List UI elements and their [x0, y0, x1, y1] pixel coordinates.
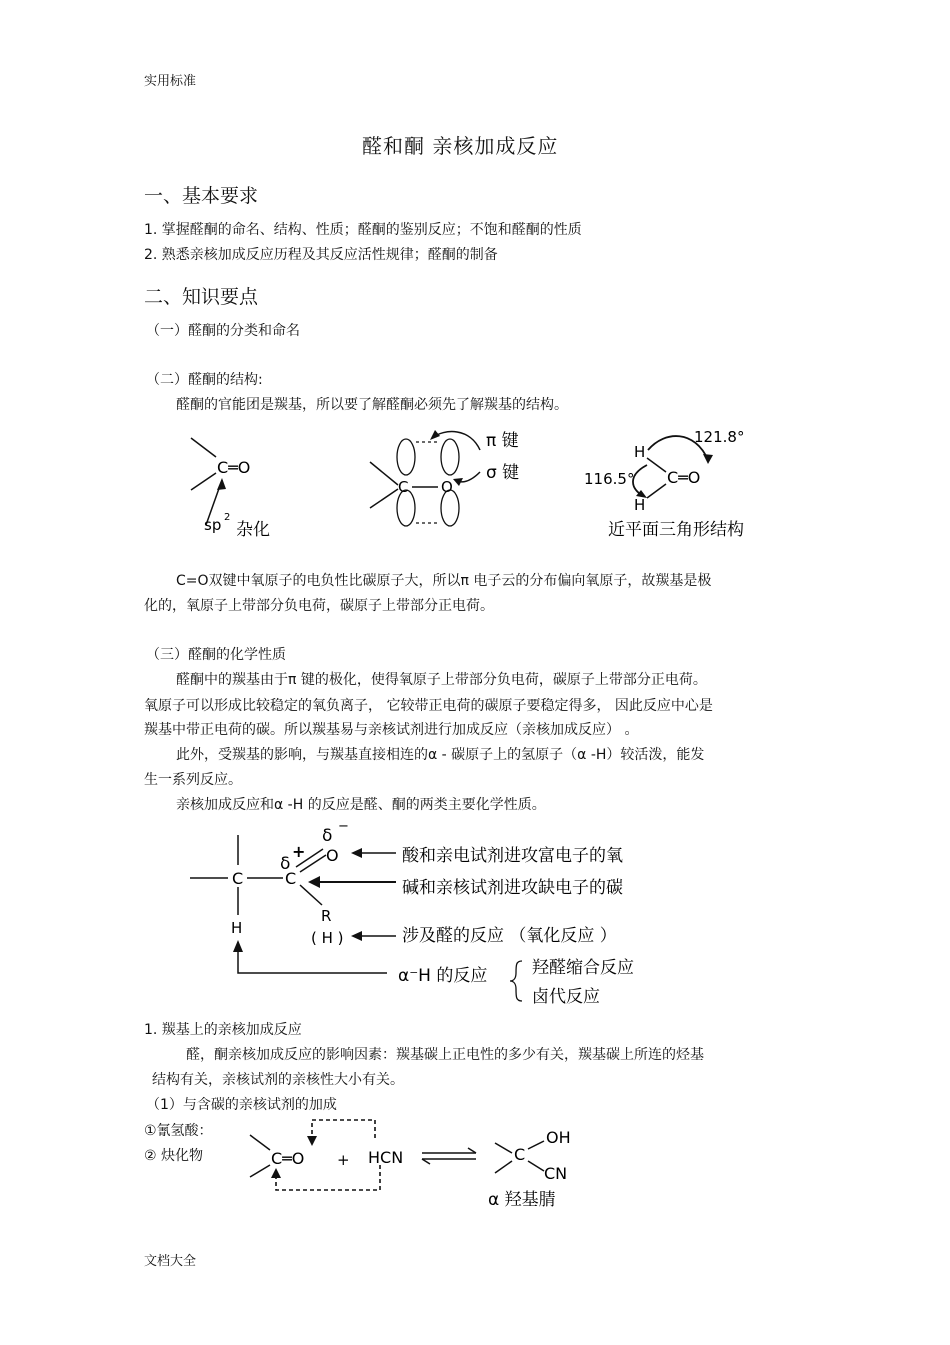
paragraph-line: C=O双键中氧原子的电负性比碳原子大，所以π 电子云的分布偏向氧原子，故羰基是极 — [176, 573, 712, 589]
bond-line — [647, 458, 666, 472]
bond-line — [528, 1161, 544, 1171]
alpha-carbon: C — [232, 869, 244, 888]
carbonyl-structure-figure — [170, 420, 790, 550]
site-label: 碱和亲核试剂进攻缺电子的碳 — [402, 878, 623, 898]
alpha-arrow — [238, 947, 387, 973]
brace — [510, 961, 522, 1001]
paragraph-line: 此外，受羰基的影响，与羰基直接相连的α - 碳原子上的氢原子（α -H）较活泼，能发 — [176, 747, 705, 763]
oxygen-atom: O — [441, 478, 453, 496]
bond-line — [495, 1161, 512, 1173]
site-label: 酸和亲电试剂进攻富电子的氧 — [402, 846, 623, 866]
paragraph-line: 氧原子可以形成比较稳定的氧负离子， 它较带正电荷的碳原子要稳定得多， 因此反应中心是 — [144, 698, 713, 714]
alpha-h: H — [231, 919, 243, 937]
hcn-text: HCN — [368, 1148, 404, 1167]
carbon-atom: C — [398, 478, 409, 496]
alpha-h-label: α⁻H 的反应 — [398, 966, 488, 986]
sigma-bond-label: σ 键 — [486, 463, 520, 483]
cyano-text: CN — [544, 1164, 568, 1183]
site-label: 涉及醛的反应 （氧化反应 ） — [402, 926, 617, 946]
section-1-heading: 一、基本要求 — [144, 185, 259, 207]
section-nucleophilic: 1. 羰基上的亲核加成反应 — [144, 1022, 302, 1038]
bond-line — [250, 1165, 270, 1177]
paragraph-line: 醛酮中的羰基由于π 键的极化，使得氧原子上带部分负电荷，碳原子上带部分正电荷。 — [176, 672, 707, 688]
page-footer: 文档大全 — [144, 1254, 197, 1269]
pi-arrow — [432, 432, 480, 450]
co-text: C═O — [667, 468, 701, 487]
plus-sign: + — [337, 1151, 350, 1169]
p-orbital — [441, 439, 459, 475]
structure-intro: 醛酮的官能团是羰基，所以要了解醛酮必须先了解羰基的结构。 — [176, 397, 568, 413]
sp-text: sp — [204, 516, 222, 534]
arrow-head — [307, 1136, 317, 1146]
h-atom: H — [634, 496, 646, 514]
subsection-structure: （二）醛酮的结构: — [146, 372, 263, 388]
branch-label: 卤代反应 — [532, 987, 600, 1007]
paragraph-line: 醛，酮亲核加成反应的影响因素：羰基碳上正电性的多少有关，羰基碳上所连的烃基 — [186, 1047, 704, 1063]
section-2-heading: 二、知识要点 — [144, 286, 259, 308]
carbonyl-text: C═O — [217, 458, 251, 477]
attack-arrow — [312, 1120, 375, 1140]
planar-label: 近平面三角形结构 — [608, 520, 744, 540]
arrow-head — [430, 430, 440, 440]
bond-line — [647, 484, 666, 498]
branch-label: 羟醛缩合反应 — [532, 958, 634, 978]
paragraph-line: 生一系列反应。 — [144, 772, 242, 788]
list-item: 2. 熟悉亲核加成反应历程及其反应活性规律；醛酮的制备 — [144, 247, 498, 263]
list-item: ② 炔化物 — [144, 1148, 204, 1164]
bond-line — [250, 1135, 270, 1150]
page-title: 醛和酮 亲核加成反应 — [362, 134, 559, 158]
bond-line — [370, 489, 398, 508]
product-label: α 羟基腈 — [488, 1190, 556, 1210]
r-group: R — [321, 907, 332, 925]
arrow-head — [308, 876, 320, 888]
carbonyl-text: C═O — [271, 1149, 305, 1168]
paragraph-line: 结构有关，亲核试剂的亲核性大小有关。 — [152, 1072, 404, 1088]
subsection-naming: （一）醛酮的分类和命名 — [146, 323, 300, 339]
bond-line — [528, 1141, 544, 1149]
h-atom: H — [634, 443, 646, 461]
subsection-carbon-nucleophile: （1）与含碳的亲核试剂的加成 — [146, 1097, 337, 1113]
page-header: 实用标准 — [144, 74, 197, 89]
carbon-atom: C — [514, 1145, 526, 1164]
arrow-head — [217, 478, 226, 490]
arrow-head — [351, 931, 362, 941]
delta-minus: δ — [322, 826, 333, 846]
reactive-sites-figure — [180, 815, 680, 1015]
attack-arrow — [276, 1165, 380, 1190]
arrow-head — [271, 1168, 281, 1178]
bond-line — [370, 462, 398, 485]
p-orbital — [397, 439, 415, 475]
carbonyl-carbon: C — [285, 869, 297, 888]
list-item: ①氰氢酸： — [144, 1123, 213, 1139]
subsection-chemistry: （三）醛酮的化学性质 — [146, 647, 286, 663]
bond-line — [191, 473, 216, 490]
bond-line — [300, 885, 322, 905]
paragraph-line: 羰基中带正电荷的碳。所以羰基易与亲核试剂进行加成反应（亲核加成反应） 。 — [144, 722, 639, 738]
paragraph-line: 亲核加成反应和α -H 的反应是醛、酮的两类主要化学性质。 — [176, 797, 546, 813]
h-group: ( H ) — [311, 929, 344, 947]
plus-sign: + — [292, 842, 306, 861]
hydroxyl-text: OH — [546, 1128, 571, 1147]
paragraph-line: 化的，氧原子上带部分负电荷，碳原子上带部分正电荷。 — [144, 598, 494, 614]
list-item: 1. 掌握醛酮的命名、结构、性质；醛酮的鉴别反应；不饱和醛酮的性质 — [144, 222, 582, 238]
hcn-addition-figure — [240, 1115, 600, 1215]
sp-superscript: 2 — [224, 512, 231, 523]
angle-label: 121.8° — [694, 428, 745, 446]
arrow-head — [703, 454, 713, 464]
angle-label: 116.5° — [584, 470, 635, 488]
minus-sign: − — [338, 819, 349, 834]
bond-line — [191, 438, 216, 457]
bond-line — [495, 1143, 512, 1153]
hybrid-label: 杂化 — [236, 520, 270, 540]
oxygen-atom: O — [326, 846, 339, 865]
arrow-head — [351, 848, 362, 858]
pi-bond-label: π 键 — [486, 431, 519, 451]
arrow-head — [233, 940, 243, 952]
delta-plus: δ — [280, 854, 291, 874]
